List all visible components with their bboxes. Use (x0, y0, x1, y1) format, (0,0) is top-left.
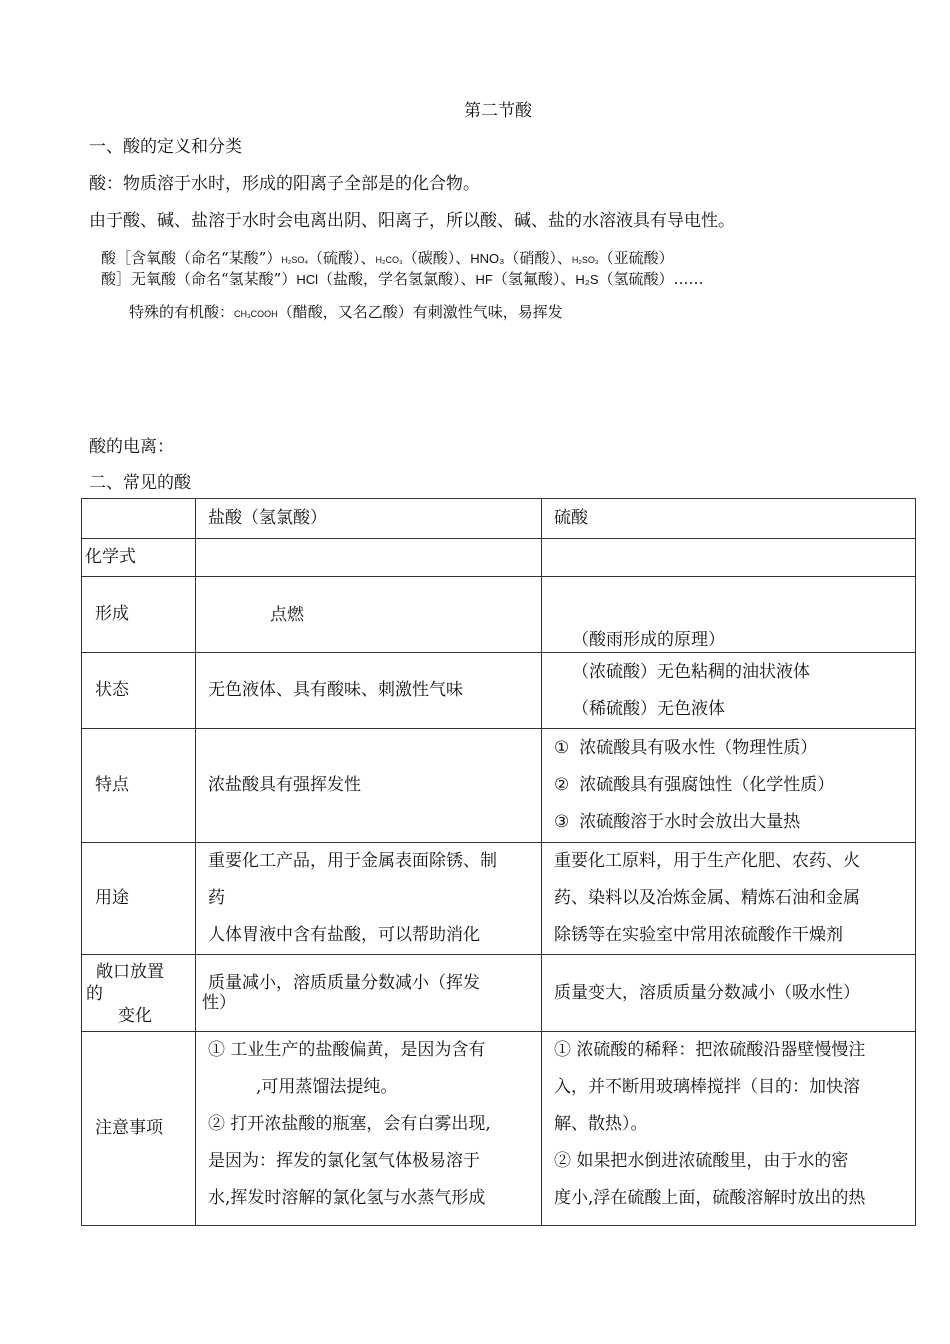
chem-formula: CH₃COOH (234, 309, 278, 319)
organic-suffix: （醋酸，又名乙酸）有刺激性气味，易挥发 (277, 303, 563, 321)
note-line: ,可用蒸馏法提纯。 (256, 1077, 398, 1097)
circled-number: ② (554, 775, 570, 795)
note-line: ② 如果把水倒进浓硫酸里，由于水的密 (554, 1151, 849, 1171)
cell-h2so4 (542, 729, 916, 843)
nonoxyacid-line (101, 268, 704, 289)
oxyacid-line (101, 247, 674, 268)
feature-text: 浓硫酸具有强腐蚀性（化学性质） (579, 775, 835, 795)
table-row (82, 539, 916, 577)
feature-line (554, 730, 903, 767)
use-line: 药、染料以及冶炼金属、精炼石油和金属 (554, 888, 860, 908)
chem-formula: HF (475, 272, 493, 287)
page-title: 第二节酸 (464, 101, 532, 121)
circled-number: ③ (554, 812, 570, 832)
feature-text: 浓硫酸溶于水时会放出大量热 (579, 812, 801, 832)
acid-name: （硫酸）、 (308, 249, 376, 267)
note-line: ② 打开浓盐酸的瓶塞，会有白雾出现, (208, 1114, 491, 1134)
header-cell: 硫酸 (542, 499, 916, 539)
acid-name: （氢氟酸）、 (492, 270, 576, 288)
chem-formula: HCl (296, 272, 319, 287)
chem-formula: H₂SO₃ (571, 255, 599, 265)
use-line: 重要化工产品，用于金属表面除锈、制 (208, 851, 497, 871)
section2-heading: 二、常见的酸 (89, 473, 191, 493)
table-row (82, 729, 916, 843)
header-cell: 盐酸（氢氯酸） (196, 499, 542, 539)
acids-table (81, 498, 916, 1226)
acid-name: （碳酸）、 (402, 249, 471, 267)
use-line: 重要化工原料，用于生产化肥、农药、火 (554, 851, 860, 871)
cell-hcl (196, 539, 542, 577)
organic-prefix: 特殊的有机酸： (129, 303, 235, 321)
oxyacid-prefix: 酸［含氧酸（命名“某酸”） (101, 249, 282, 267)
note-line: 水,挥发时溶解的氯化氢与水蒸气形成 (208, 1188, 486, 1208)
note-line: 入，并不断用玻璃棒搅拌（目的：加快溶 (554, 1077, 860, 1097)
use-line: 人体胃液中含有盐酸，可以帮助消化 (208, 925, 480, 945)
chem-formula: H₂SO₄ (281, 255, 309, 265)
cell-hcl: 浓盐酸具有强挥发性 (196, 729, 542, 843)
organic-acid-line (129, 301, 563, 322)
acid-name: （硝酸）、 (504, 249, 572, 267)
nonoxyacid-prefix: 酸］无氧酸（命名“氢某酸”） (101, 270, 297, 288)
note-line: 解、散热）。 (554, 1114, 648, 1134)
acid-name: （氢硫酸）…… (598, 270, 704, 288)
feature-line (554, 767, 903, 804)
use-line: 除锈等在实验室中常用浓硫酸作干燥剂 (554, 925, 843, 945)
note-line: ① 浓硫酸的稀释：把浓硫酸沿器壁慢慢注 (554, 1040, 866, 1060)
acid-name: （亚硫酸） (598, 249, 674, 267)
note-line: 是因为：挥发的氯化氢气体极易溶于 (208, 1151, 480, 1171)
row-label: 特点 (82, 729, 196, 843)
acid-definition: 酸：物质溶于水时，形成的阳离子全部是的化合物。 (89, 174, 480, 194)
cell-h2so4: （酸雨形成的原理） (542, 577, 916, 653)
feature-line (554, 804, 903, 841)
note-line: 度小,浮在硫酸上面，硫酸溶解时放出的热 (554, 1188, 866, 1208)
row-label: 形成 (82, 577, 196, 653)
table-header-row (82, 499, 916, 539)
label-line: 敞口放置 (96, 962, 164, 982)
cell-hcl (196, 955, 542, 1032)
label-line: 变化 (118, 1006, 152, 1026)
circled-number: ① (554, 738, 570, 758)
cell-hcl: 点燃 (196, 577, 542, 653)
exposure-line: 性） (202, 993, 236, 1013)
table-row (82, 843, 916, 955)
use-line: 药 (208, 888, 225, 908)
feature-text: 浓硫酸具有吸水性（物理性质） (579, 738, 818, 758)
table-row (82, 955, 916, 1032)
section1-heading: 一、酸的定义和分类 (89, 137, 242, 157)
chem-formula: H₂S (575, 272, 599, 287)
cell-h2so4 (542, 539, 916, 577)
chem-formula: HNO₃ (470, 251, 505, 266)
cell-h2so4 (542, 1032, 916, 1226)
table-row (82, 577, 916, 653)
cell-hcl (196, 1032, 542, 1226)
acid-name: （盐酸，学名氢氯酸）、 (318, 270, 476, 288)
row-label (82, 955, 196, 1032)
conductivity-note: 由于酸、碱、盐溶于水时会电离出阴、阳离子，所以酸、碱、盐的水溶液具有导电性。 (89, 211, 735, 231)
label-wrap (86, 961, 191, 1031)
label-line: 的 (86, 984, 103, 1004)
header-cell (82, 499, 196, 539)
cell-hcl (196, 843, 542, 955)
table-row (82, 1032, 916, 1226)
cell-h2so4 (542, 653, 916, 729)
cell-hcl: 无色液体、具有酸味、刺激性气味 (196, 653, 542, 729)
table-row (82, 653, 916, 729)
row-label: 注意事项 (82, 1032, 196, 1226)
chem-formula: H₂CO₃ (375, 255, 403, 265)
note-line: ① 工业生产的盐酸偏黄，是因为含有 (208, 1040, 486, 1060)
state-line: （浓硫酸）无色粘稠的油状液体 (572, 661, 810, 682)
exposure-line: 质量减小，溶质质量分数减小（挥发 (208, 973, 480, 993)
state-line: （稀硫酸）无色液体 (572, 698, 725, 719)
row-label: 用途 (82, 843, 196, 955)
ionization-heading: 酸的电离： (89, 437, 174, 457)
row-label: 状态 (82, 653, 196, 729)
cell-h2so4: 质量变大，溶质质量分数减小（吸水性） (542, 955, 916, 1032)
cell-h2so4 (542, 843, 916, 955)
row-label: 化学式 (82, 539, 196, 577)
